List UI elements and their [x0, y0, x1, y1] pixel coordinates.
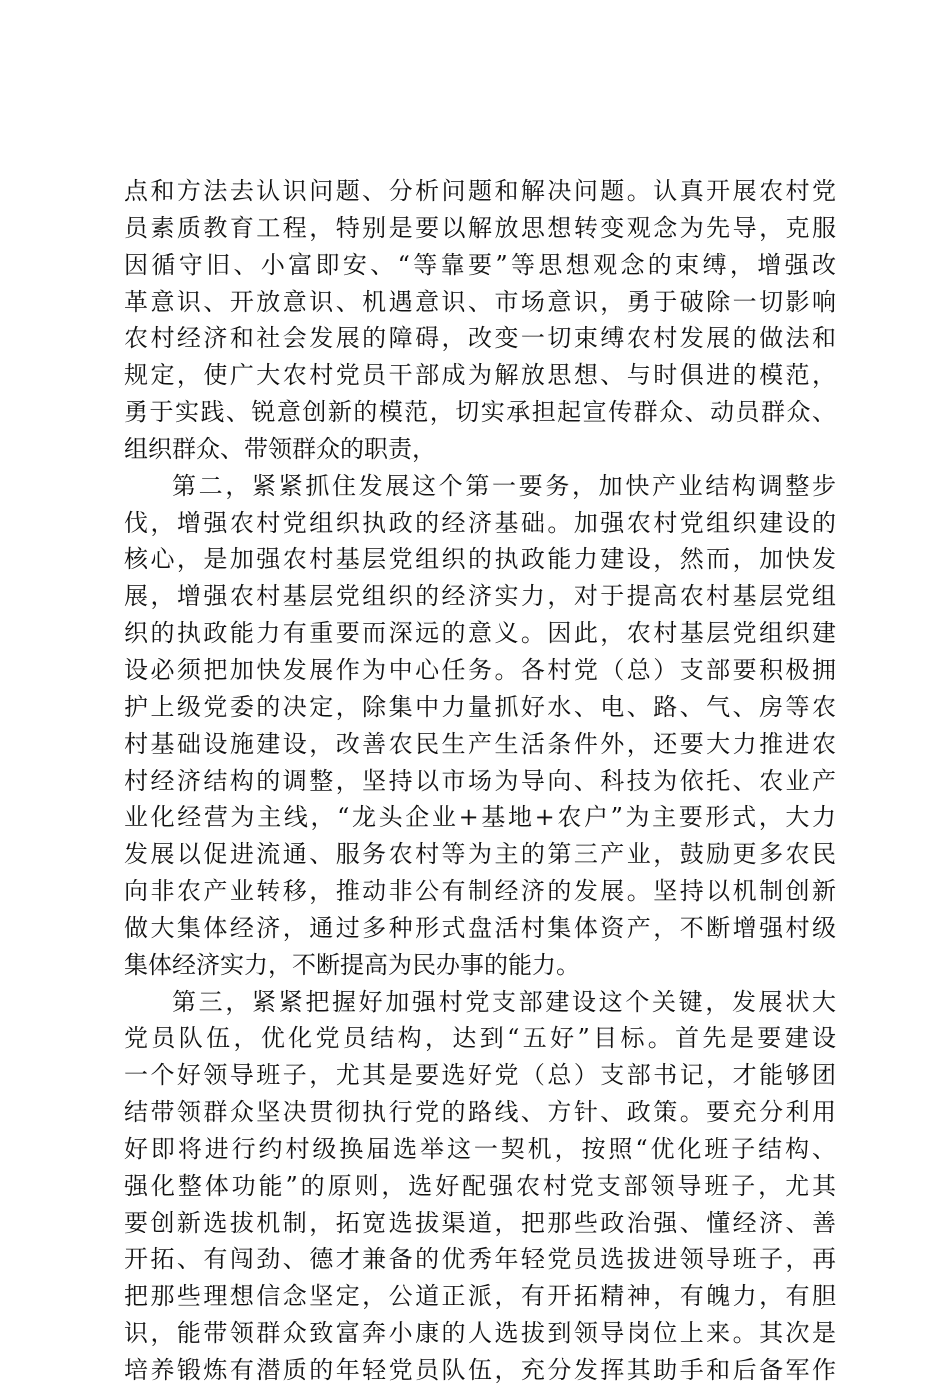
- text-line: 勇于实践、锐意创新的模范，切实承担起宣传群众、动员群众、: [124, 398, 836, 427]
- text-line: 好即将进行约村级换届选举这一契机，按照“优化班子结构、: [124, 1134, 836, 1163]
- text-line: 开拓、有闯劲、德才兼备的优秀年轻党员选拔进领导班子，再: [124, 1245, 836, 1274]
- text-line: 组织群众、带领群众的职责，: [124, 434, 436, 463]
- text-line: 农村经济和社会发展的障碍，改变一切束缚农村发展的做法和: [124, 324, 836, 353]
- text-line: 核心，是加强农村基层党组织的执政能力建设，然而，加快发: [124, 545, 836, 574]
- text-line: 革意识、开放意识、机遇意识、市场意识，勇于破除一切影响: [124, 287, 836, 316]
- text-line: 一个好领导班子，尤其是要选好党（总）支部书记，才能够团: [124, 1061, 836, 1090]
- text-line: 伐，增强农村党组织执政的经济基础。加强农村党组织建设的: [124, 508, 836, 537]
- text-line: 设必须把加快发展作为中心任务。各村党（总）支部要积极拥: [124, 655, 836, 684]
- text-line: 集体经济实力，不断提高为民办事的能力。: [124, 950, 580, 979]
- text-line: 员素质教育工程，特别是要以解放思想转变观念为先导，克服: [124, 213, 836, 242]
- text-line: 村经济结构的调整，坚持以市场为导向、科技为依托、农业产: [124, 766, 836, 795]
- text-line: 强化整体功能”的原则，选好配强农村党支部领导班子，尤其: [124, 1171, 836, 1200]
- text-line: 结带领群众坚决贯彻执行党的路线、方针、政策。要充分利用: [124, 1098, 836, 1127]
- document-body: [124, 173, 836, 1389]
- text-line: 做大集体经济，通过多种形式盘活村集体资产，不断增强村级: [124, 913, 836, 942]
- text-line: 要创新选拔机制，拓宽选拔渠道，把那些政治强、懂经济、善: [124, 1208, 836, 1237]
- text-line: 发展以促进流通、服务农村等为主的第三产业，鼓励更多农民: [124, 840, 836, 869]
- text-line: 把那些理想信念坚定，公道正派，有开拓精神，有魄力，有胆: [124, 1282, 836, 1311]
- text-line: 因循守旧、小富即安、“等靠要”等思想观念的束缚，增强改: [124, 250, 836, 279]
- text-line: 护上级党委的决定，除集中力量抓好水、电、路、气、房等农: [124, 692, 836, 721]
- paragraph-first-line: 第三，紧紧把握好加强村党支部建设这个关键，发展状大: [172, 987, 836, 1016]
- text-line: 规定，使广大农村党员干部成为解放思想、与时俱进的模范，: [124, 361, 836, 390]
- text-line: 织的执政能力有重要而深远的意义。因此，农村基层党组织建: [124, 619, 836, 648]
- text-line: 向非农产业转移，推动非公有制经济的发展。坚持以机制创新: [124, 877, 836, 906]
- text-line: 业化经营为主线，“龙头企业+基地+农户”为主要形式，大力: [124, 803, 836, 832]
- text-line: 村基础设施建设，改善农民生产生活条件外，还要大力推进农: [124, 729, 836, 758]
- text-line: 点和方法去认识问题、分析问题和解决问题。认真开展农村党: [124, 177, 836, 205]
- text-line: 党员队伍，优化党员结构，达到“五好”目标。首先是要建设: [124, 1024, 836, 1053]
- paragraph-first-line: 第二，紧紧抓住发展这个第一要务，加快产业结构调整步: [172, 471, 836, 500]
- text-line: 培养锻炼有潜质的年轻党员队伍，充分发挥其助手和后备军作: [124, 1356, 836, 1384]
- text-line: 展，增强农村基层党组织的经济实力，对于提高农村基层党组: [124, 582, 836, 611]
- text-line: 识，能带领群众致富奔小康的人选拔到领导岗位上来。其次是: [124, 1319, 836, 1348]
